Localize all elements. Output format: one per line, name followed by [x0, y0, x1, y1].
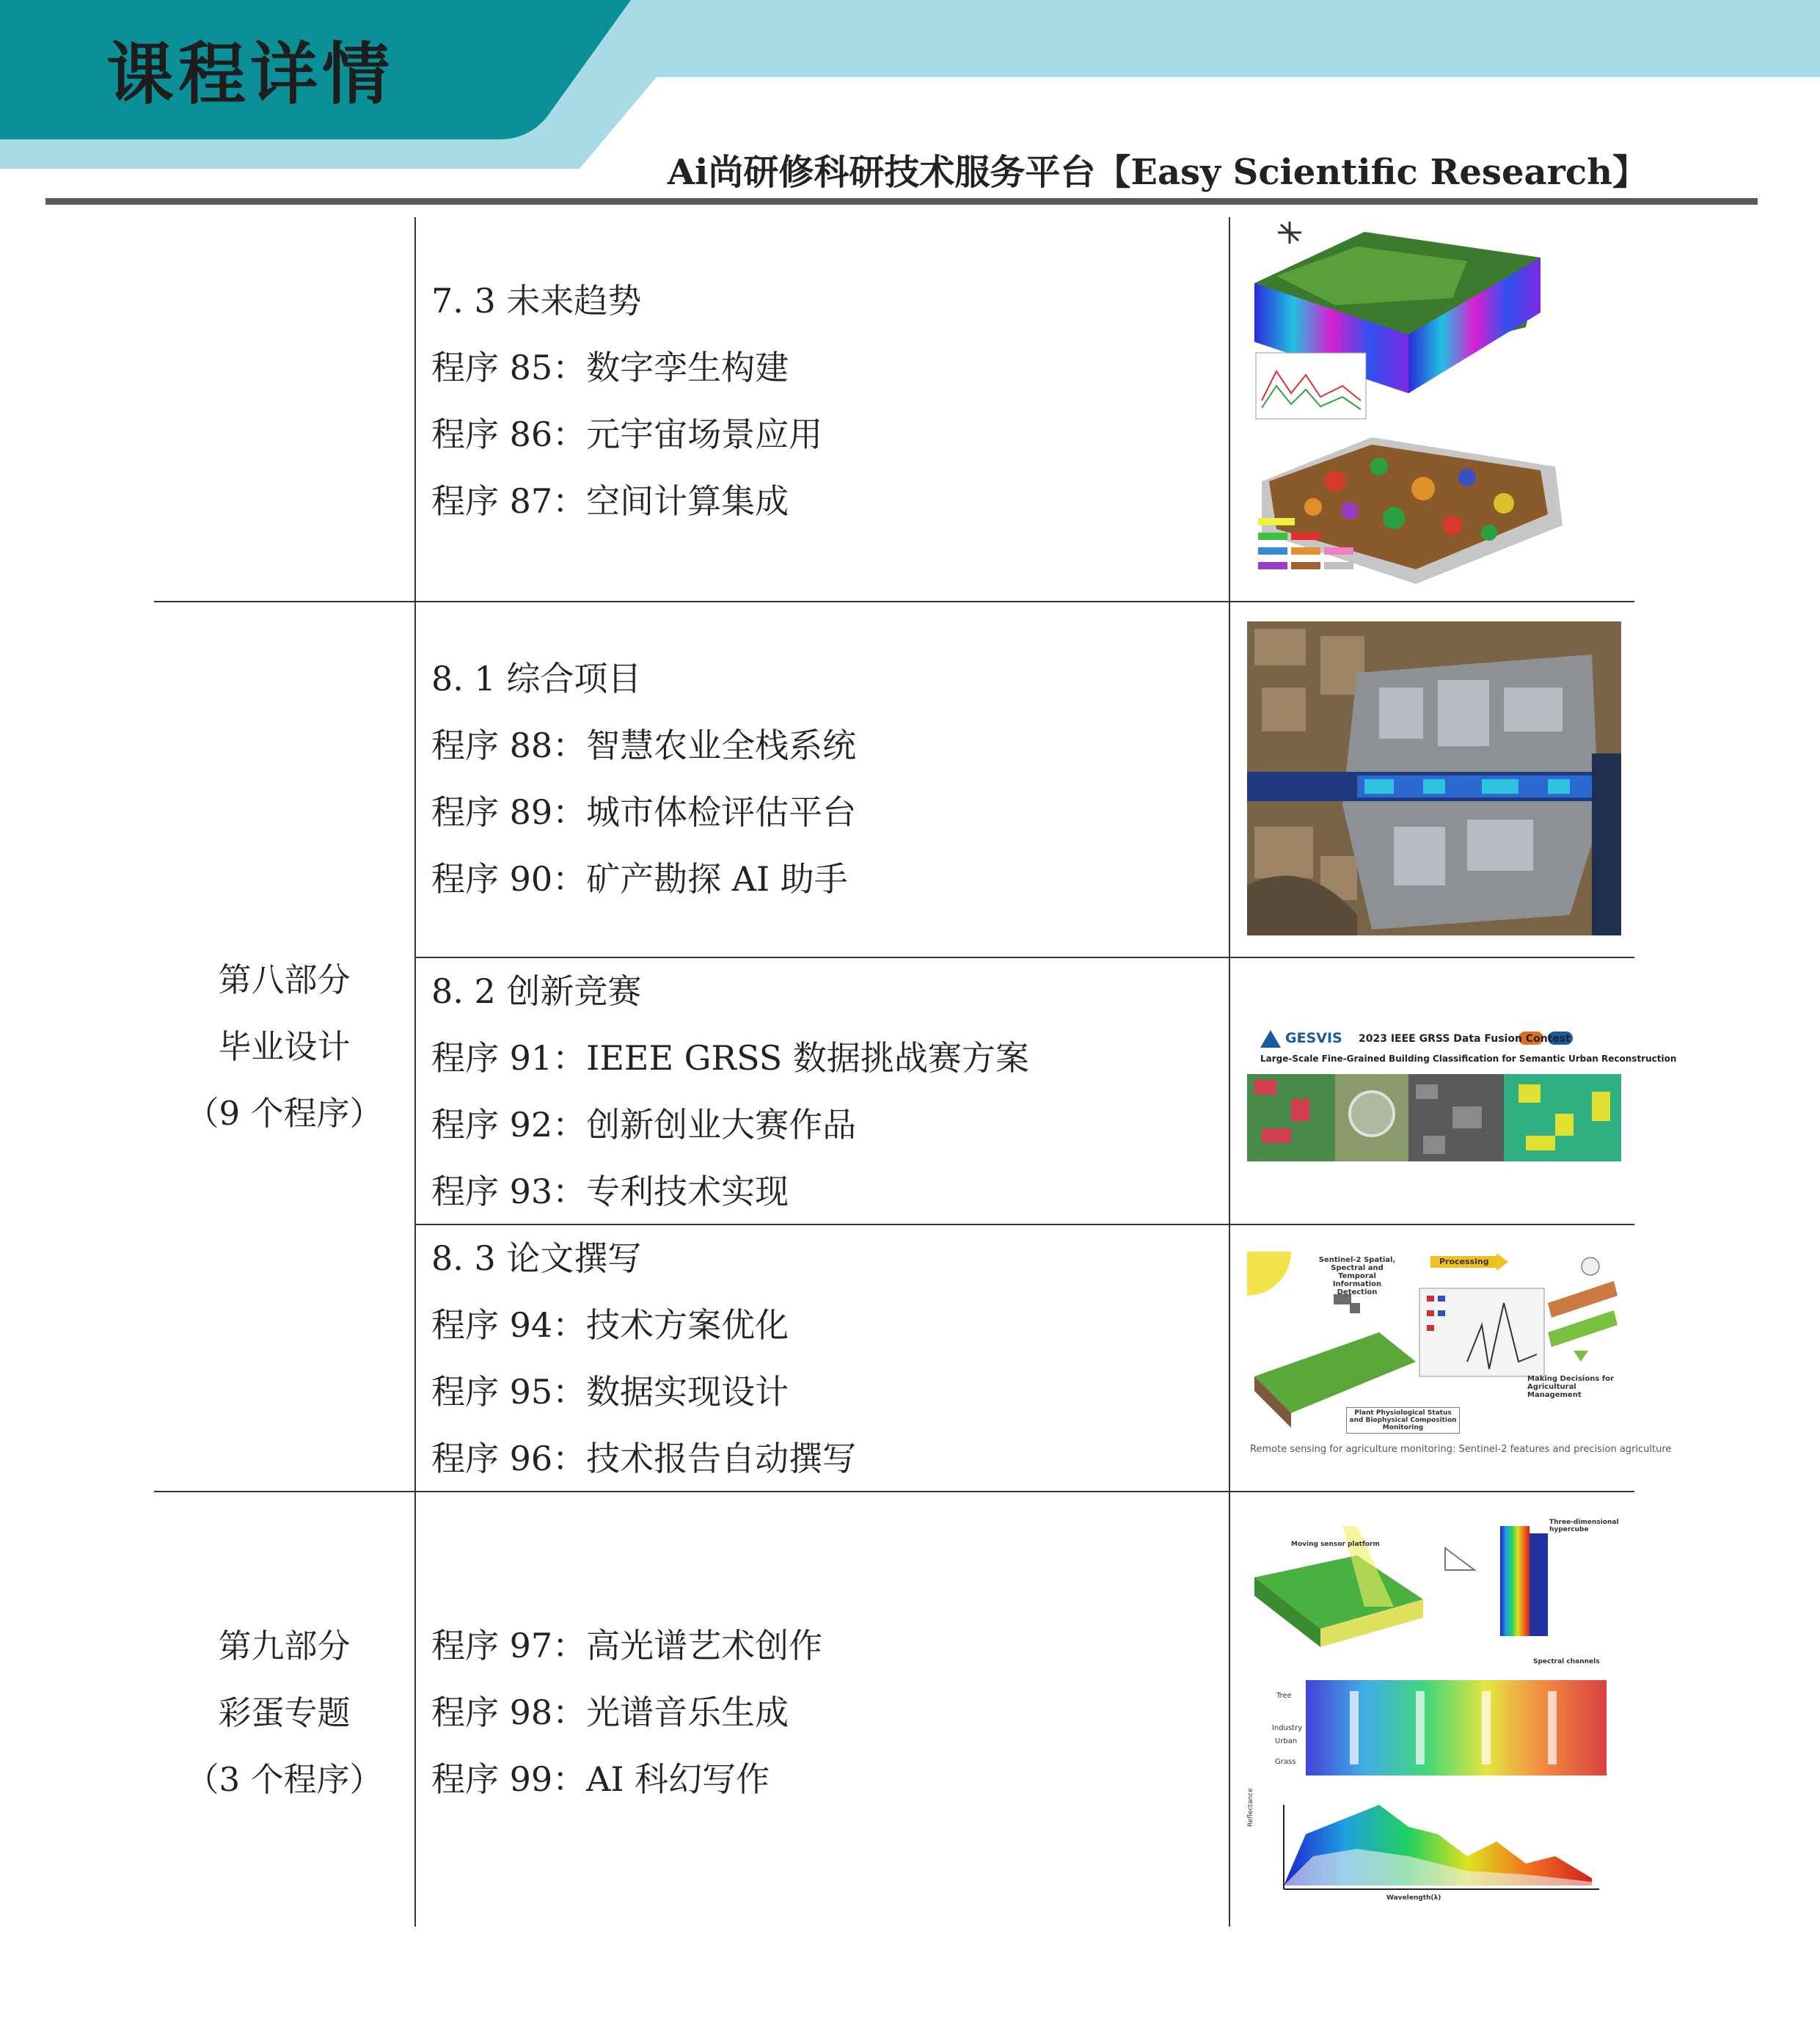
program-item: 程序 88：智慧农业全栈系统 [431, 726, 857, 765]
grss-contest-image [1247, 1026, 1677, 1161]
part-subtitle: 彩蛋专题 [218, 1693, 351, 1732]
part-count: （3 个程序） [186, 1760, 383, 1799]
program-item: 程序 93：专利技术实现 [431, 1172, 789, 1211]
hyperspectral-image [1247, 1511, 1621, 1911]
program-item: 程序 92：创新创业大赛作品 [431, 1105, 857, 1145]
section-8-1 [431, 646, 1224, 913]
part-title: 第九部分 [218, 1627, 351, 1665]
section-8-2 [431, 958, 1224, 1225]
contest-subtitle: Large-Scale Fine-Grained Building Classification for Semantic Urban Reconstruction [1260, 1054, 1677, 1064]
program-item: 程序 94：技术方案优化 [431, 1305, 789, 1345]
section-heading: 7. 3 未来趋势 [431, 281, 642, 321]
program-item: 程序 95：数据实现设计 [431, 1372, 789, 1412]
program-item: 程序 91：IEEE GRSS 数据挑战赛方案 [431, 1038, 1029, 1078]
part-title: 第八部分 [218, 960, 351, 999]
page-title: 课程详情 [106, 35, 395, 114]
grass-label: Grass [1275, 1758, 1296, 1766]
program-item: 程序 87：空间计算集成 [431, 481, 789, 521]
sentinel-agriculture-image [1247, 1252, 1672, 1464]
program-item: 程序 98：光谱音乐生成 [431, 1693, 789, 1732]
program-item: 程序 99：AI 科幻写作 [431, 1759, 770, 1799]
program-item: 程序 90：矿产勘探 AI 助手 [431, 859, 848, 899]
program-item: 程序 97：高光谱艺术创作 [431, 1626, 823, 1665]
tree-label: Tree [1276, 1692, 1292, 1700]
section-heading: 8. 1 综合项目 [431, 659, 642, 698]
section-heading: 8. 2 创新竞赛 [431, 971, 642, 1011]
part-8-label [154, 946, 414, 1147]
section-heading: 8. 3 论文撰写 [431, 1238, 642, 1278]
section-8-3 [431, 1225, 1224, 1492]
program-item: 程序 96：技术报告自动撰写 [431, 1439, 857, 1478]
hypercube-label: Three-dimensional hypercube [1549, 1519, 1619, 1533]
column-divider-right [1229, 217, 1230, 1927]
column-divider-left [414, 217, 416, 1927]
program-item: 程序 86：元宇宙场景应用 [431, 415, 823, 454]
section-part-9 [431, 1613, 1224, 1813]
urban-forest-3d-image [1247, 217, 1621, 591]
figure-caption: Remote sensing for agriculture monitoring: Sentinel-2 features and precision agriculture [1250, 1444, 1672, 1455]
urban-aerial-image [1247, 621, 1621, 935]
sentinel-label: Sentinel-2 Spatial, Spectral and Temporal Information Detection [1318, 1256, 1396, 1296]
program-item: 程序 85：数字孪生构建 [431, 348, 789, 387]
processing-label: Processing [1439, 1257, 1489, 1266]
contest-title: 2023 IEEE GRSS Data Fusion Contest [1359, 1033, 1571, 1045]
part-count: （9 个程序） [186, 1094, 383, 1133]
decision-label: Making Decisions for Agricultural Management [1527, 1375, 1614, 1399]
wavelength-label: Wavelength(λ) [1386, 1894, 1441, 1902]
section-7-3 [431, 268, 1224, 535]
part-9-label [154, 1613, 414, 1813]
part-subtitle: 毕业设计 [218, 1027, 351, 1066]
platform-label: Moving sensor platform [1291, 1541, 1380, 1548]
program-item: 程序 89：城市体检评估平台 [431, 792, 857, 832]
industry-label: Industry [1272, 1724, 1303, 1732]
urban-label: Urban [1275, 1737, 1298, 1745]
platform-subtitle: Ai尚研修科研技术服务平台【Easy Scientific Research】 [667, 152, 1648, 193]
row-divider-part8 [154, 601, 1634, 602]
gesvis-logo-text: GESVIS [1285, 1030, 1342, 1046]
reflectance-label: Reflectance [1247, 1788, 1254, 1827]
plant-status-label: Plant Physiological Status and Biophysical Composition Monitoring [1346, 1407, 1460, 1434]
channels-label: Spectral channels [1533, 1658, 1600, 1665]
